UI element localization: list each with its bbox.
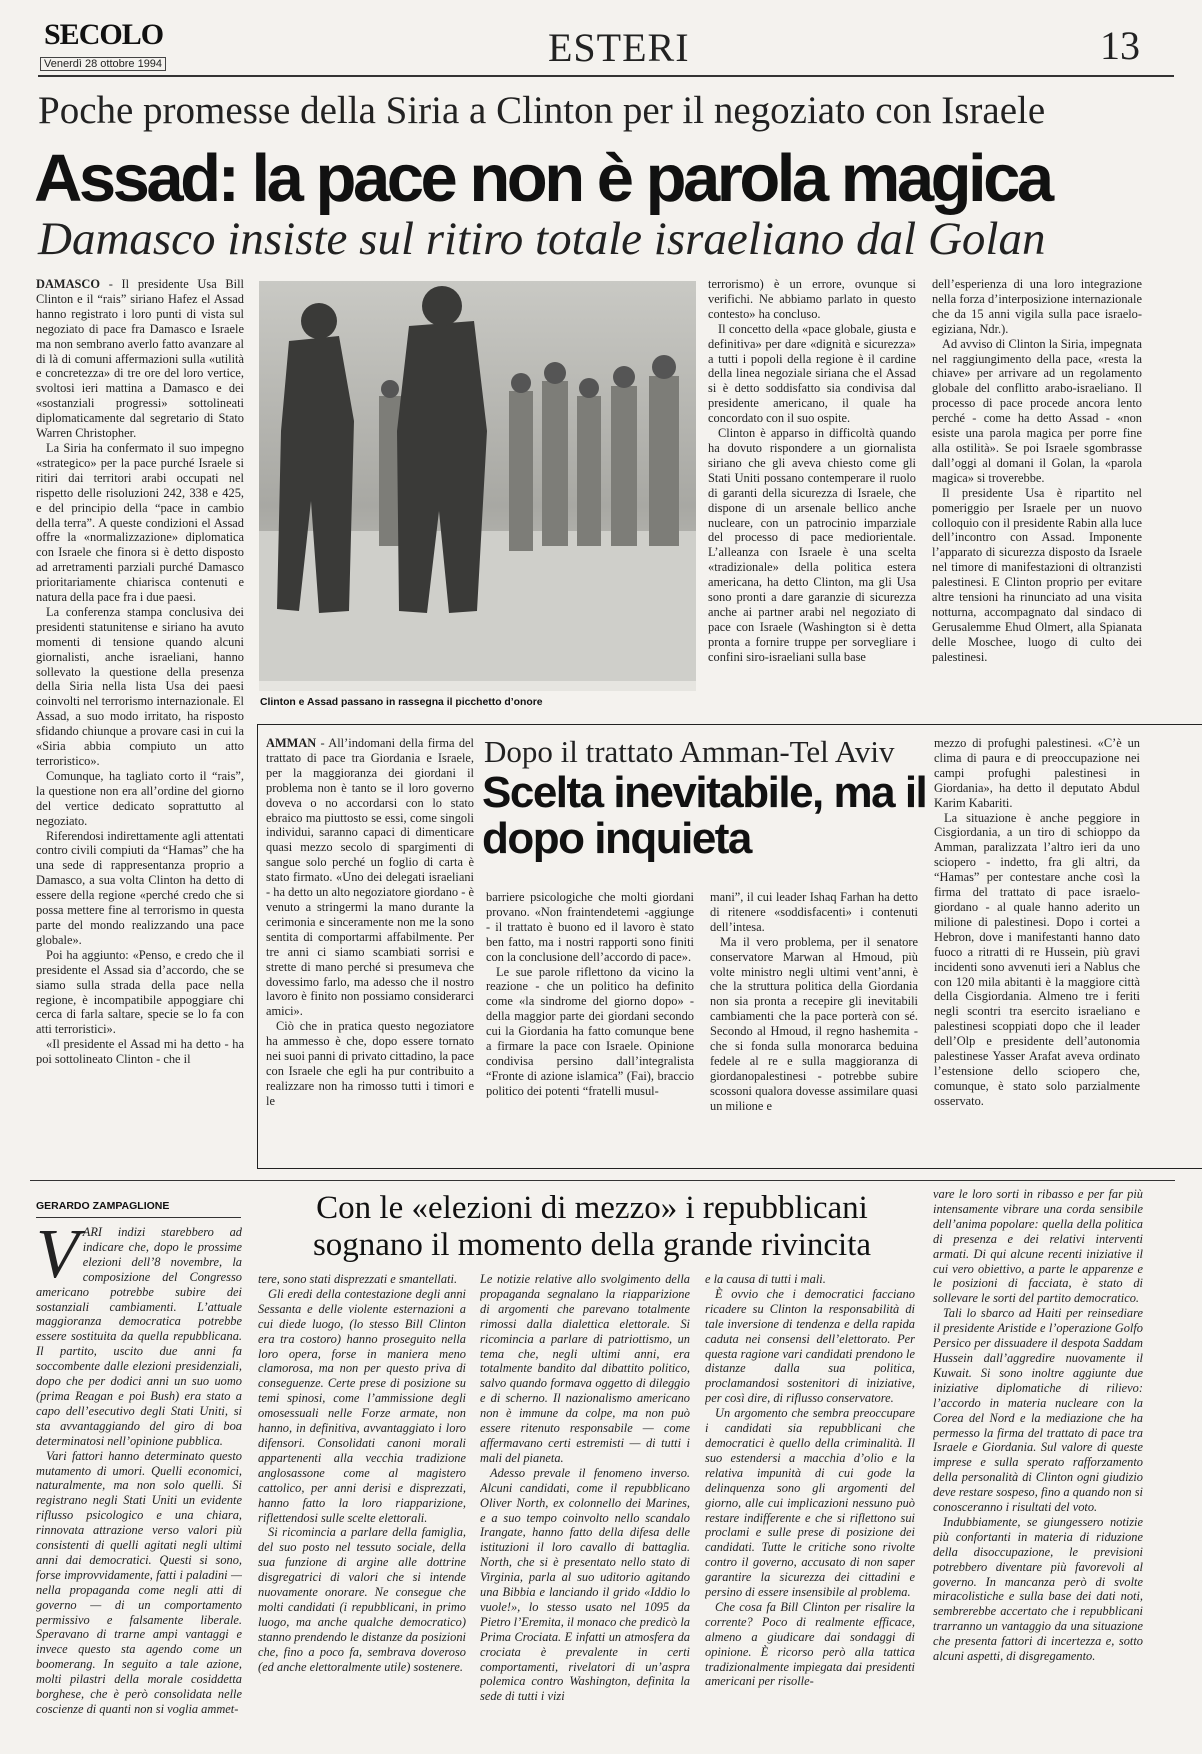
sidebar-column-4 (934, 736, 1140, 1161)
sidebar-column-2 (486, 890, 694, 1160)
comment-body-2c: Si ricomincia a parlare della famiglia, del suo posto nel tessuto sociale, della sua funzione di argine alle dottrine disgregatrici di valori che si intende nuovamente onorare. Ne consegue che molti candidati (i repubblicani, in primo luogo, ma anche qualche democratico) stanno prendendo le distanze da posizioni che, fino a poco fa, sembrava doveroso (ed anche elettoralmente utile) sostenere. (258, 1525, 466, 1674)
page-number: 13 (1100, 23, 1140, 68)
comment-body-5: vare le loro sorti in ribasso e per far più intensamente vibrare una corda sensibile dell’anima popolare: quella della politica di presenza e dei relativi interventi armati. Di qui alcune recenti iniziative il cui vero obiettivo, a parte le apparenze e le posizioni di facciata, è stato di sollevare le sorti del partito democratico. (933, 1187, 1143, 1306)
comment-body-5b: Tali lo sbarco ad Haiti per reinsediare il presidente Aristide e l’operazione Golfo Persico per dissuadere il despota Saddam Hussein dall’aggredire nuovamente il Kuwait. Si sono inoltre aggiunte due iniziative diplomatiche di rilievo: l’accordo in materia nucleare con la Corea del Nord e la mediazione che ha permesso la firma del trattato di pace tra Israele e Giordania. Sul valore di queste imprese e sulla sperato rafforzamento della personalità di Clinton ogni giudizio deve restare sospeso, fino a quando non si conosceranno i risultati del voto. (933, 1306, 1143, 1515)
sidebar-kicker: Dopo il trattato Amman-Tel Aviv (484, 734, 895, 769)
sidebar-body-1b: Ciò che in pratica questo negoziatore ha ammesso è che, dopo essere tornato nei suoi panni di privato cittadino, la pace con Israele che egli ha pur contribuito a realizzare non ha rimosso tutti i timori e le (266, 1019, 474, 1108)
news-photo (259, 281, 696, 691)
lead-body-1d: Comunque, ha tagliato corto il “rais”, la questione non era all’ordine del giorno del vertice dedicato soprattutto al negoziato. (36, 768, 244, 828)
lead-deck: Damasco insiste sul ritiro totale israeliano dal Golan (38, 213, 1046, 265)
sidebar-column-3 (710, 890, 918, 1160)
comment-column-3 (480, 1272, 690, 1747)
sidebar-body-2b: Le sue parole riflettono da vicino la reazione - che un politico ha definito come «la sindrome del giorno dopo» - della maggior parte dei giordani secondo cui la Giordania ha fatto comunque bene a firmare la pace con Israele. Opinione condivisa persino dall’integralista “Fronte di azione islamica” (Fai), braccio politico dei potenti “fratelli musul- (486, 964, 694, 1098)
sidebar-body-1: - All’indomani della firma del trattato di pace tra Giordania e Israele, per la maggioranza dei giordani il problema non è tanto se il loro governo doveva o no accordarsi con lo stato ebraico ma piuttosto se essi, come singoli individui, saranno capaci di dimenticare quasi mezzo secolo di spargimenti di sangue solo perché un foglio di carta è stato firmato. «Uno dei delegati israeliani - ha detto un alto negoziatore giordano - è venuto a stringermi la mano durante la cerimonia e sinceramente non me la sono sentita di comportarmi affabilmente. Per tre anni ci siamo scambiati sorrisi e strette di mano perché si presumeva che dovessimo farlo, ma adesso che il nostro lavoro è finito non possiamo considerarci amici». (266, 736, 474, 1019)
lead-body-1f: Poi ha aggiunto: «Penso, e credo che il presidente el Assad sia d’accordo, che se siamo sulla strada della pace nella regione, è incompatibile appoggiare chi cerca di farla saltare, specie se lo fa con atti terroristici». (36, 947, 244, 1037)
lead-body-4: dell’esperienza di una loro integrazione nella forza d’interposizione internazionale che da 15 anni vigila sulla pace israelo-egiziana, Ndr.). (932, 277, 1142, 336)
masthead-date: Venerdì 28 ottobre 1994 (40, 57, 166, 71)
comment-body-4d: Che cosa fa Bill Clinton per risalire la corrente? Poco di realmente efficace, almeno a giudicare dai sondaggi di opinione. È ricorso però alla tattica tradizionalmente impiegata dai presidenti americani per risolle- (705, 1599, 915, 1689)
comment-column-1 (36, 1225, 242, 1745)
sidebar-dateline: AMMAN (266, 736, 317, 750)
lead-body-4b: Ad avviso di Clinton la Siria, impegnata nel raggiungimento della pace, «resta la chiave» per arrivare ad un regolamento globale del conflitto arabo-israeliano. Il processo di pace procede ancora lento perché - come ha detto Assad - «non esiste una parola magica per porre fine alla ostilità». Se poi Israele sgombrasse dall’oggi al domani il Golan, la «parola magica» si troverebbe. (932, 336, 1142, 485)
lead-body-4c: Il presidente Usa è ripartito nel pomeriggio per Israele per un nuovo colloquio con il presidente Rabin alla luce dell’incontro con Assad. Imponente l’apparato di sicurezza disposto da Israele nel timore di manifestazioni di oltranzisti palestinesi. E Clinton proprio per evitare altre tensioni ha rinunciato ad una visita notturna, accompagnato dal sindaco di Gerusalemme Ehud Olmert, alla Spianata delle Moschee, luogo di culto dei palestinesi. (932, 485, 1142, 664)
lead-column-4 (932, 277, 1142, 714)
comment-body-1: ARI indizi starebbero ad indicare che, dopo le prossime elezioni dell’8 novembre, la composizione del Congresso americano potrebbe subire dei sostanziali cambiamenti. L’attuale maggioranza democratica potrebbe essere sostituita da quella repubblicana. Il partito, uscito due anni fa soccombente dalle elezioni presidenziali, dopo che per dodici anni un suo uomo (prima Reagan e poi Bush) era stato a capo dell’esecutivo degli Stati Uniti, si sta avvantaggiando del giro di boa determinatosi nell’opinione pubblica. (36, 1225, 242, 1448)
comment-column-5 (933, 1187, 1143, 1747)
comment-body-3b: Adesso prevale il fenomeno inverso. Alcuni candidati, come il repubblicano Oliver North, ex colonnello dei Marines, e a suo tempo coinvolto nello scandalo Irangate, hanno fatto della difesa delle istituzioni il loro cavallo di battaglia. North, che si è presentato nello stato di Virginia, parla al suo uditorio agitando una Bibbia e lanciando il grido «Iddio lo vuole!», lo stesso usato nel 1095 da Pietro l’Eremita, il monaco che predicò la Prima Crociata. E infatti un atmosfera da crociata è prevalente in certi comportamenti, rivelatori di un’aspra polemica contro Washington, definita la sede di tutti i vizi (480, 1465, 690, 1704)
lead-headline: Assad: la pace non è parola magica (34, 141, 1051, 216)
comment-dropcap: V (36, 1225, 79, 1293)
comment-column-4 (705, 1272, 915, 1747)
photo-illustration (259, 281, 696, 691)
masthead-rule (38, 75, 1174, 77)
lead-body-3b: Il concetto della «pace globale, giusta e definitiva» per dare «dignità e sicurezza» a tutti i popoli della regione è il cardine della linea negoziale siriana che el Assad si è detto soddisfatto sia condivisa dal presidente americano, il quale ha concordato con il suo ospite. (708, 321, 916, 426)
masthead-logo: SECOLO (44, 18, 164, 51)
comment-column-2 (258, 1272, 466, 1747)
lead-body-1c: La conferenza stampa conclusiva dei presidenti statunitense e siriano ha avuto momenti di tensione quando alcuni giornalisti, anche israeliani, hanno sollevato la questione della presenza della Siria nella lista Usa dei paesi coinvolti nel terrorismo internazionale. El Assad, a suo modo irritato, ha risposto sfidando chiunque a provare casi in cui la «Siria abbia compiuto un atto terroristico». (36, 604, 244, 768)
sidebar-body-3: mani”, il cui leader Ishaq Farhan ha detto di ritenere «soddisfacenti» i contenuti dell’intesa. (710, 890, 918, 934)
lead-body-1e: Riferendosi indirettamente agli attentati contro civili compiuti da “Hamas” che ha una sede di rappresentanza proprio a Damasco, a sua volta Clinton ha detto di essere della regione «perché credo che si possa mettere fine al terrorismo in questa parte del mondo realizzando una pace globale». (36, 828, 244, 947)
lead-body-1b: La Siria ha confermato il suo impegno «strategico» per la pace purché Israele si ritiri dai territori arabi occupati nel rispetto delle risoluzioni 242, 338 e 425, e del principio della “pace in cambio della terra”. A queste condizioni el Assad offre la «normalizzazione» diplomatica con Israele che finora si è detto disposto ad arretramenti parziali purché Damasco prioritariamente chiarisca contenuti e natura della pace fra i due paesi. (36, 440, 244, 605)
sidebar-column-1 (266, 736, 474, 1161)
comment-body-4: e la causa di tutti i mali. (705, 1272, 826, 1286)
byline-rule (36, 1217, 241, 1218)
sidebar-body-4: mezzo di profughi palestinesi. «C’è un clima di paura e di preoccupazione nei campi profughi palestinesi in Giordania», ha detto il deputato Abdul Karim Kabariti. (934, 736, 1140, 810)
lead-dateline: DAMASCO (36, 277, 101, 291)
comment-body-4c: Un argomento che sembra preoccupare i candidati sia repubblicani che democratici è quello della criminalità. Il suo estendersi a macchia d’olio e la relativa impunità di cui gode la delinquenza sono gli argomenti del giorno, alle cui implicazioni nessuno può restare indifferente e che si riflettono sui proclami e sulle prese di posizione dei candidati. Tutte le critiche sono rivolte contro il governo, accusato di non saper garantire la sicurezza dei cittadini e persino di essere insensibile al problema. (705, 1406, 915, 1600)
photo-caption: Clinton e Assad passano in rassegna il picchetto d’onore (260, 697, 543, 708)
bottom-section-rule (30, 1180, 1175, 1181)
comment-body-5c: Indubbiamente, se giungessero notizie più confortanti in materia di riduzione della disoccupazione, le previsioni potrebbero diventare più favorevoli al governo. In mancanza però di svolte miracolistiche e sulla base dei dati noti, sembrerebbe accertato che i repubblicani trarranno un vantaggio da una situazione che presenta fattori di incertezza e, sotto alcuni aspetti, di disgregamento. (933, 1514, 1143, 1664)
comment-body-2b: Gli eredi della contestazione degli anni Sessanta e delle violente esternazioni a cui diede luogo, (lo stesso Bill Clinton era tra costoro) hanno proseguito nella loro opera, forse in maniera meno clamorosa, ma non per questo priva di conseguenze. Certe prese di posizione su temi spinosi, come l’ammissione degli omosessuali nelle Forze armate, non hanno, in definitiva, avvantaggiato i loro difensori. Consolidati canoni morali appartenenti alla vecchia tradizione anglosassone come al magistero cattolico, per anni derisi e disprezzati, hanno fatto la loro riapparizione, riflettendosi sulle scelte elettorali. (258, 1286, 466, 1525)
comment-headline: Con le «elezioni di mezzo» i repubblicani sognano il momento della grande rivincita (312, 1190, 872, 1263)
comment-body-1b: Vari fattori hanno determinato questo mutamento di umori. Quelli economici, naturalmente, ma non solo quelli. Si registrano negli Stati Uniti un evidente riflusso psicologico e una chiara, rinnovata attrazione verso valori più consistenti di quelli agitati negli ultimi anni dai democratici. Questi si sono, forse improvvidamente, fatti i paladini — nella propaganda come negli atti di governo — di un comportamento permissivo e falsamente liberale. Speravano di trarne ampi vantaggi e invece questo sta agendo come un boomerang. In seguito a tale azione, molti pilastri della morale cosiddetta borghese, che è però consolidata nelle coscienze di quanti non si voglia ammet- (36, 1448, 242, 1716)
lead-kicker: Poche promesse della Siria a Clinton per il negoziato con Israele (38, 89, 1046, 132)
sidebar-body-3b: Ma il vero problema, per il senatore conservatore Marwan al Hmoud, più volte ministro negli ultimi vent’anni, è che la struttura politica della Giordania non sia pronta a recepire gli inevitabili cambiamenti che la pace porterà con sé. Secondo al Hmoud, il regno hashemita - che si fonda sulla monorarca beduina fedele al re e sulla maggioranza di giordanopalestinesi - potrebbe subire scossoni qualora dovesse assimilare quasi un milione e (710, 934, 918, 1113)
comment-body-2: tere, sono stati disprezzati e smantellati. (258, 1272, 458, 1286)
sidebar-body-4b: La situazione è anche peggiore in Cisgiordania, a un tiro di schioppo da Amman, paralizzata l’altro ieri da uno sciopero - indetto, fra gli altri, da “Hamas” per contestare anche così la firma del trattato di pace israelo-giordano - al quale hanno aderito un milione di palestinesi. Dopo i cortei a Hebron, dove i manifestanti hanno dato fuoco a ritratti di re Hussein, più gravi incidenti sono avvenuti ieri a Nablus che con 120 mila abitanti è la maggiore città della Cisgiordania. Almeno tre i feriti negli scontri tra esercito israeliano e palestinesi scoppiati dopo che il leader dell’Olp e presidente dell’autonomia palestinese Yasser Arafat aveva ordinato l’estensione dello sciopero che, comunque, è stato solo parzialmente osservato. (934, 810, 1140, 1108)
comment-body-4b: È ovvio che i democratici facciano ricadere su Clinton la responsabilità di tale inversione di tendenza e della rapida caduta nei consensi dell’elettorato. Per questa ragione vari candidati prendono le distanze dalla sua politica, proclamandosi sostenitori di iniziative, per così dire, di riflusso conservatore. (705, 1286, 915, 1406)
lead-column-3 (708, 277, 916, 714)
lead-body-3: terrorismo) è un errore, ovunque si verifichi. Ne abbiamo parlato in questo contesto» ha concluso. (708, 277, 916, 321)
comment-body-3: Le notizie relative allo svolgimento della propaganda segnalano la riapparizione di argomenti che parevano totalmente rimossi dalla dialettica elettorale. Si ricomincia a parlare di patriottismo, un tema che, negli ultimi anni, era totalmente bandito dal dibattito politico, salvo quando formava oggetto di dileggio e di scherno. Il nazionalismo americano non è immune da colpe, ma non può essere ritenuto responsabile — come affermavano certi estremisti — di tutti i mali del pianeta. (480, 1272, 690, 1465)
lead-body-3c: Clinton è apparso in difficoltà quando ha dovuto rispondere a un giornalista siriano che gli aveva chiesto come gli Stati Uniti possano contemperare il ruolo di garanti della sicurezza di Israele, che dispone di un arsenale bellico anche nucleare, con un patrocinio imparziale del processo di pace mediorientale. L’alleanza con Israele è una scelta «tradizionale» della politica estera americana, ha detto Clinton, ma gli Usa sono pronti a dare garanzie di sicurezza anche ai partner arabi nel negoziato di pace con Israele (Washington si è detta pronta a fornire truppe per sorvegliare i confini siro-israeliani sulla base (708, 426, 916, 664)
sidebar-headline: Scelta inevitabile, ma il dopo inquieta (482, 768, 927, 863)
lead-body-1g: «Il presidente el Assad mi ha detto - ha poi sottolineato Clinton - che il (36, 1037, 244, 1067)
section-label: ESTERI (548, 25, 690, 70)
lead-body-1: - Il presidente Usa Bill Clinton e il “rais” siriano Hafez el Assad hanno registrato i loro punti di vista sul negoziato di pace fra Damasco e Israele ma non sembrano averlo fatto avanzare al di là di comuni affermazioni sulla «utilità e concretezza» di tre ore del loro vertice, svoltosi ieri mattina a Damasco e dei «sostanziali progressi» sottolineati diplomaticamente dal segretario di Stato Warren Christopher. (36, 277, 244, 441)
sidebar-body-2: barriere psicologiche che molti giordani provano. «Non fraintendetemi -aggiunge - il trattato è buono ed il lavoro è stato ben fatto, ma i nostri rapporti sono finiti con la conclusione dell’accordo di pace». (486, 890, 694, 964)
comment-byline: GERARDO ZAMPAGLIONE (36, 1200, 170, 1212)
